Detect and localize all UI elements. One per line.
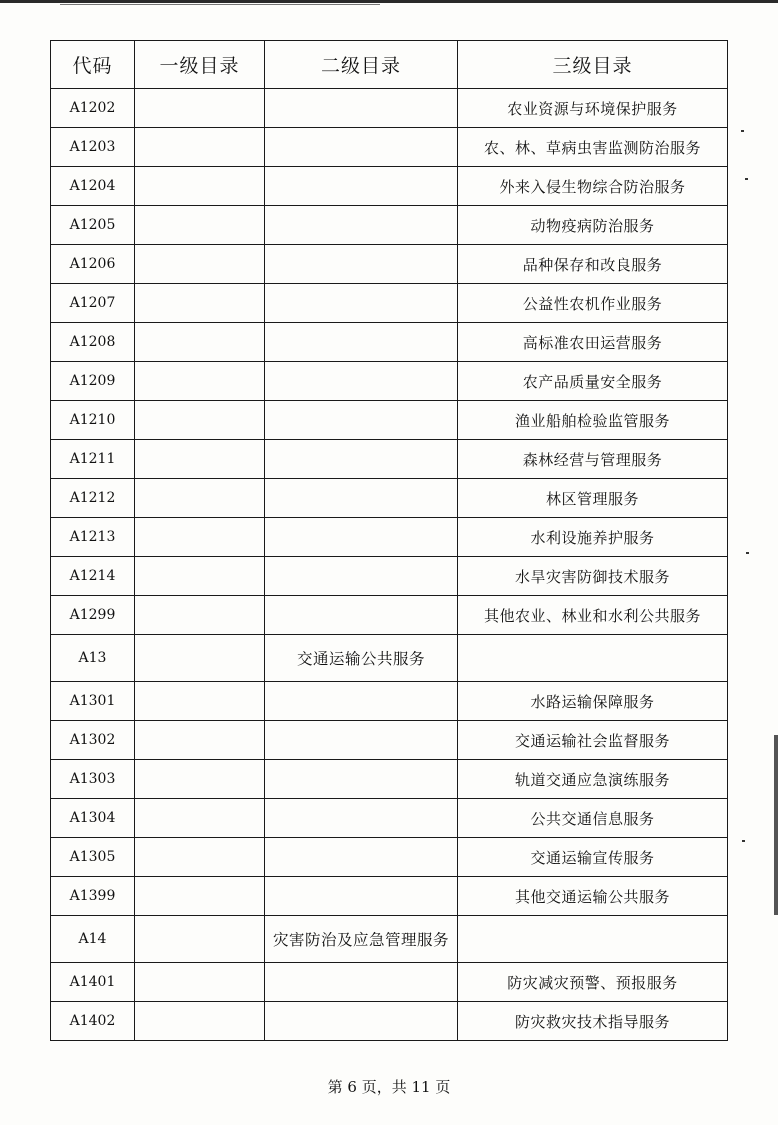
level3-cell: 交通运输社会监督服务 <box>458 721 728 760</box>
level1-cell <box>135 838 265 877</box>
table-row <box>51 440 728 479</box>
table-row <box>51 1002 728 1041</box>
level1-cell <box>135 721 265 760</box>
level1-cell <box>135 440 265 479</box>
code-cell: A1204 <box>51 167 135 206</box>
table-row <box>51 362 728 401</box>
code-cell: A1207 <box>51 284 135 323</box>
level1-cell <box>135 518 265 557</box>
table-row <box>51 877 728 916</box>
code-cell: A1402 <box>51 1002 135 1041</box>
table-row <box>51 245 728 284</box>
level1-cell <box>135 963 265 1002</box>
level2-cell <box>265 518 458 557</box>
level1-cell <box>135 916 265 963</box>
level2-cell <box>265 799 458 838</box>
level1-cell <box>135 323 265 362</box>
table-row <box>51 518 728 557</box>
level2-cell <box>265 206 458 245</box>
level2-cell <box>265 557 458 596</box>
code-cell: A1203 <box>51 128 135 167</box>
level2-cell <box>265 760 458 799</box>
level1-cell <box>135 682 265 721</box>
level2-cell <box>265 682 458 721</box>
level1-cell <box>135 877 265 916</box>
level1-cell <box>135 557 265 596</box>
code-cell: A1211 <box>51 440 135 479</box>
scan-edge-right <box>774 735 778 915</box>
code-cell: A1214 <box>51 557 135 596</box>
header-level3: 三级目录 <box>458 41 728 89</box>
level3-cell: 品种保存和改良服务 <box>458 245 728 284</box>
level2-cell <box>265 245 458 284</box>
level1-cell <box>135 206 265 245</box>
level2-cell <box>265 596 458 635</box>
level3-cell: 渔业船舶检验监管服务 <box>458 401 728 440</box>
table-row <box>51 167 728 206</box>
level3-cell: 其他农业、林业和水利公共服务 <box>458 596 728 635</box>
scan-edge-line <box>60 4 380 5</box>
level2-cell <box>265 721 458 760</box>
level3-cell: 公益性农机作业服务 <box>458 284 728 323</box>
level2-cell <box>265 323 458 362</box>
level1-cell <box>135 362 265 401</box>
code-cell: A1399 <box>51 877 135 916</box>
level3-cell <box>458 916 728 963</box>
code-cell: A1301 <box>51 682 135 721</box>
level1-cell <box>135 401 265 440</box>
level1-cell <box>135 479 265 518</box>
level1-cell <box>135 167 265 206</box>
catalog-table <box>50 40 728 1041</box>
level2-cell: 灾害防治及应急管理服务 <box>265 916 458 963</box>
level1-cell <box>135 128 265 167</box>
code-cell: A1305 <box>51 838 135 877</box>
table-row <box>51 760 728 799</box>
table-row <box>51 401 728 440</box>
level2-cell: 交通运输公共服务 <box>265 635 458 682</box>
level2-cell <box>265 1002 458 1041</box>
table-row <box>51 963 728 1002</box>
level2-cell <box>265 284 458 323</box>
table-row <box>51 838 728 877</box>
level3-cell: 水旱灾害防御技术服务 <box>458 557 728 596</box>
table-row <box>51 635 728 682</box>
level3-cell: 公共交通信息服务 <box>458 799 728 838</box>
code-cell: A1206 <box>51 245 135 284</box>
table-row <box>51 916 728 963</box>
table-row <box>51 682 728 721</box>
code-cell: A1401 <box>51 963 135 1002</box>
scan-edge-top <box>0 0 778 3</box>
level2-cell <box>265 401 458 440</box>
level3-cell: 其他交通运输公共服务 <box>458 877 728 916</box>
table-row <box>51 799 728 838</box>
table-row <box>51 721 728 760</box>
level1-cell <box>135 284 265 323</box>
level2-cell <box>265 877 458 916</box>
level3-cell: 高标准农田运营服务 <box>458 323 728 362</box>
level1-cell <box>135 1002 265 1041</box>
code-cell: A1212 <box>51 479 135 518</box>
level3-cell: 轨道交通应急演练服务 <box>458 760 728 799</box>
code-cell: A1209 <box>51 362 135 401</box>
scan-speck <box>745 178 748 180</box>
code-cell: A1210 <box>51 401 135 440</box>
level2-cell <box>265 963 458 1002</box>
level3-cell: 水利设施养护服务 <box>458 518 728 557</box>
code-cell: A1205 <box>51 206 135 245</box>
scan-speck <box>742 840 745 842</box>
table-row <box>51 89 728 128</box>
level2-cell <box>265 838 458 877</box>
level3-cell: 农、林、草病虫害监测防治服务 <box>458 128 728 167</box>
code-cell: A1303 <box>51 760 135 799</box>
level3-cell: 外来入侵生物综合防治服务 <box>458 167 728 206</box>
code-cell: A1299 <box>51 596 135 635</box>
level3-cell: 交通运输宣传服务 <box>458 838 728 877</box>
table-row <box>51 479 728 518</box>
table-row <box>51 323 728 362</box>
level3-cell: 水路运输保障服务 <box>458 682 728 721</box>
level3-cell: 林区管理服务 <box>458 479 728 518</box>
level3-cell: 农产品质量安全服务 <box>458 362 728 401</box>
level3-cell: 动物疫病防治服务 <box>458 206 728 245</box>
level3-cell: 农业资源与环境保护服务 <box>458 89 728 128</box>
level2-cell <box>265 128 458 167</box>
level3-cell: 森林经营与管理服务 <box>458 440 728 479</box>
header-level1: 一级目录 <box>135 41 265 89</box>
level2-cell <box>265 167 458 206</box>
code-cell: A1202 <box>51 89 135 128</box>
code-cell: A1304 <box>51 799 135 838</box>
table-row <box>51 206 728 245</box>
level1-cell <box>135 596 265 635</box>
level2-cell <box>265 440 458 479</box>
page-number: 第 6 页，共 11 页 <box>327 1078 451 1096</box>
level1-cell <box>135 245 265 284</box>
level1-cell <box>135 89 265 128</box>
level3-cell: 防灾减灾预警、预报服务 <box>458 963 728 1002</box>
code-cell: A1208 <box>51 323 135 362</box>
level3-cell <box>458 635 728 682</box>
table-row <box>51 128 728 167</box>
level2-cell <box>265 362 458 401</box>
level1-cell <box>135 799 265 838</box>
header-code: 代码 <box>51 41 135 89</box>
table-row <box>51 596 728 635</box>
level3-cell: 防灾救灾技术指导服务 <box>458 1002 728 1041</box>
level1-cell <box>135 760 265 799</box>
level2-cell <box>265 89 458 128</box>
code-cell: A13 <box>51 635 135 682</box>
level2-cell <box>265 479 458 518</box>
table-row <box>51 557 728 596</box>
code-cell: A14 <box>51 916 135 963</box>
table-row <box>51 284 728 323</box>
table-header-row <box>51 41 728 89</box>
code-cell: A1302 <box>51 721 135 760</box>
scan-speck <box>741 130 744 132</box>
header-level2: 二级目录 <box>265 41 458 89</box>
level1-cell <box>135 635 265 682</box>
code-cell: A1213 <box>51 518 135 557</box>
scan-speck <box>746 552 749 554</box>
